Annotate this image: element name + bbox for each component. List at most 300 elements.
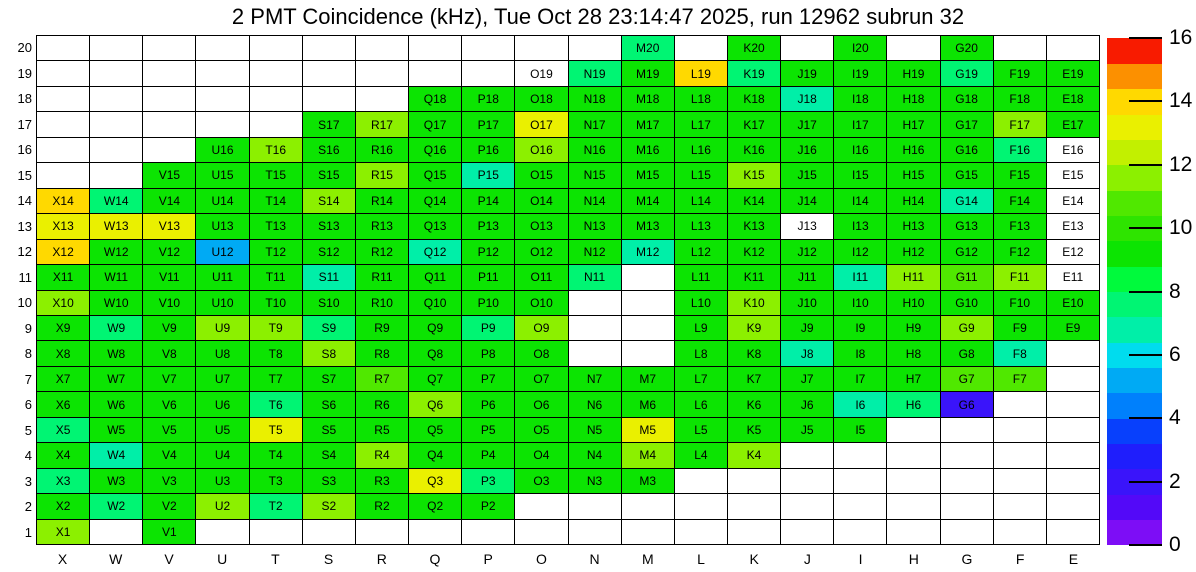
colorbar-band [1107, 393, 1162, 419]
heatmap-cell: E9 [1047, 316, 1099, 340]
heatmap-cell: J14 [781, 189, 833, 213]
heatmap-cell [569, 520, 621, 544]
colorbar-tick [1129, 291, 1162, 293]
heatmap-cell [356, 520, 408, 544]
heatmap-cell: H17 [887, 112, 939, 136]
heatmap-cell [994, 418, 1046, 442]
heatmap-cell [1047, 36, 1099, 60]
heatmap-cell: X7 [37, 367, 89, 391]
x-axis-label: F [1015, 551, 1025, 567]
heatmap-cell: K5 [728, 418, 780, 442]
heatmap-cell: M5 [622, 418, 674, 442]
heatmap-cell: T6 [250, 392, 302, 416]
heatmap-cell [462, 36, 514, 60]
colorbar-tick-label: 4 [1169, 406, 1181, 430]
y-axis-label: 1 [24, 524, 32, 540]
heatmap-cell: P18 [462, 87, 514, 111]
heatmap-cell [90, 163, 142, 187]
heatmap-cell: N6 [569, 392, 621, 416]
heatmap-cell [303, 61, 355, 85]
heatmap-cell: G15 [941, 163, 993, 187]
heatmap-cell: H9 [887, 316, 939, 340]
heatmap-cell [37, 163, 89, 187]
heatmap-cell: E19 [1047, 61, 1099, 85]
heatmap-cell: F10 [994, 291, 1046, 315]
x-axis-label: R [376, 551, 387, 567]
heatmap-cell: S17 [303, 112, 355, 136]
colorbar-tick-label: 0 [1169, 533, 1181, 556]
heatmap-cell: F13 [994, 214, 1046, 238]
heatmap-cell [675, 494, 727, 518]
heatmap-cell: I17 [834, 112, 886, 136]
heatmap-cell: Q18 [409, 87, 461, 111]
heatmap-cell: J19 [781, 61, 833, 85]
heatmap-cell [515, 520, 567, 544]
heatmap-cell [143, 138, 195, 162]
heatmap-cell: N5 [569, 418, 621, 442]
heatmap-cell: F17 [994, 112, 1046, 136]
heatmap-cell: K20 [728, 36, 780, 60]
colorbar-band [1107, 241, 1162, 267]
heatmap-cell: F15 [994, 163, 1046, 187]
heatmap-cell: K9 [728, 316, 780, 340]
heatmap-cell: R5 [356, 418, 408, 442]
heatmap-cell: H11 [887, 265, 939, 289]
heatmap-cell: L15 [675, 163, 727, 187]
heatmap-cell: F7 [994, 367, 1046, 391]
heatmap-cell: P15 [462, 163, 514, 187]
heatmap-cell [781, 443, 833, 467]
heatmap-cell: V4 [143, 443, 195, 467]
heatmap-cell: H18 [887, 87, 939, 111]
colorbar-tick [1129, 544, 1162, 546]
heatmap-cell [887, 418, 939, 442]
heatmap-cell [834, 494, 886, 518]
x-axis-label: E [1068, 551, 1079, 567]
heatmap-cell: O17 [515, 112, 567, 136]
heatmap-cell: J15 [781, 163, 833, 187]
heatmap-cell: O18 [515, 87, 567, 111]
heatmap-cell: G10 [941, 291, 993, 315]
heatmap-cell: L12 [675, 240, 727, 264]
heatmap-cell: W11 [90, 265, 142, 289]
heatmap-cell: P8 [462, 341, 514, 365]
heatmap-cell: G14 [941, 189, 993, 213]
heatmap-cell: G8 [941, 341, 993, 365]
heatmap-cell [462, 520, 514, 544]
heatmap-cell: I12 [834, 240, 886, 264]
heatmap-cell: R15 [356, 163, 408, 187]
heatmap-cell: O19 [515, 61, 567, 85]
heatmap-cell: P16 [462, 138, 514, 162]
heatmap-cell [781, 36, 833, 60]
heatmap-cell: V13 [143, 214, 195, 238]
colorbar-tick [1129, 354, 1162, 356]
heatmap-cell: L9 [675, 316, 727, 340]
heatmap-cell [994, 392, 1046, 416]
heatmap-cell: L18 [675, 87, 727, 111]
heatmap-cell: F19 [994, 61, 1046, 85]
heatmap-cell [941, 418, 993, 442]
heatmap-cell: S11 [303, 265, 355, 289]
heatmap-cell: Q13 [409, 214, 461, 238]
heatmap-cell: M18 [622, 87, 674, 111]
heatmap-cell: S6 [303, 392, 355, 416]
heatmap-cell: F9 [994, 316, 1046, 340]
heatmap-cell [887, 520, 939, 544]
heatmap-cell: U4 [196, 443, 248, 467]
heatmap-cell: I7 [834, 367, 886, 391]
heatmap-cell [781, 520, 833, 544]
heatmap-cell: I11 [834, 265, 886, 289]
colorbar-band [1107, 292, 1162, 318]
y-axis-label: 10 [17, 295, 32, 310]
heatmap-cell: M7 [622, 367, 674, 391]
heatmap-cell [37, 61, 89, 85]
heatmap-cell [569, 316, 621, 340]
heatmap-cell: U7 [196, 367, 248, 391]
heatmap-cell: U12 [196, 240, 248, 264]
heatmap-cell: H12 [887, 240, 939, 264]
heatmap-cell: J12 [781, 240, 833, 264]
heatmap-cell: S2 [303, 494, 355, 518]
heatmap-cell: R16 [356, 138, 408, 162]
plot-title: 2 PMT Coincidence (kHz), Tue Oct 28 23:14:47 2025, run 12962 subrun 32 [231, 4, 965, 29]
heatmap-cell: E14 [1047, 189, 1099, 213]
heatmap-cell: P4 [462, 443, 514, 467]
heatmap-cell [143, 61, 195, 85]
y-axis-label: 13 [17, 218, 32, 234]
heatmap-cell [250, 36, 302, 60]
heatmap-cell: E16 [1047, 138, 1099, 162]
heatmap-cell: U9 [196, 316, 248, 340]
heatmap-cell: O14 [515, 189, 567, 213]
y-axis-label: 9 [24, 320, 32, 336]
colorbar-band [1107, 38, 1162, 64]
heatmap-cell: W12 [90, 240, 142, 264]
x-axis-label: V [164, 551, 174, 567]
heatmap-cell [941, 443, 993, 467]
heatmap-cell: X11 [37, 265, 89, 289]
x-axis-label: N [589, 551, 600, 567]
heatmap-cell [515, 36, 567, 60]
heatmap-cell [887, 443, 939, 467]
heatmap-cell: P13 [462, 214, 514, 238]
heatmap-cell [143, 87, 195, 111]
x-axis-label: J [803, 551, 811, 567]
heatmap-cell [941, 520, 993, 544]
heatmap-cell [90, 61, 142, 85]
heatmap-cell: U10 [196, 291, 248, 315]
heatmap-cell [37, 138, 89, 162]
heatmap-cell: M15 [622, 163, 674, 187]
heatmap-cell: L10 [675, 291, 727, 315]
colorbar-tick-label: 2 [1169, 469, 1181, 493]
heatmap-cell: W6 [90, 392, 142, 416]
heatmap-cell: N4 [569, 443, 621, 467]
heatmap-cell: J17 [781, 112, 833, 136]
heatmap-cell: I13 [834, 214, 886, 238]
x-axis-label: G [961, 551, 973, 567]
heatmap-cell: L19 [675, 61, 727, 85]
heatmap-cell [622, 341, 674, 365]
heatmap-cell: H10 [887, 291, 939, 315]
heatmap-cell: P14 [462, 189, 514, 213]
heatmap-cell: S12 [303, 240, 355, 264]
heatmap-cell: T13 [250, 214, 302, 238]
heatmap-cell [462, 61, 514, 85]
heatmap-cell [622, 316, 674, 340]
colorbar-band [1107, 63, 1162, 89]
heatmap-cell: Q7 [409, 367, 461, 391]
heatmap-cell: H15 [887, 163, 939, 187]
heatmap-cell: Q2 [409, 494, 461, 518]
heatmap-cell: P6 [462, 392, 514, 416]
heatmap-cell: E11 [1047, 265, 1099, 289]
heatmap-cell: S14 [303, 189, 355, 213]
y-axis-label: 8 [24, 346, 32, 361]
heatmap-cell: S8 [303, 341, 355, 365]
heatmap-cell [1047, 367, 1099, 391]
colorbar-band [1107, 139, 1162, 165]
heatmap-cell: Q12 [409, 240, 461, 264]
heatmap-cell: P5 [462, 418, 514, 442]
heatmap-cell [569, 341, 621, 365]
heatmap-cell: N12 [569, 240, 621, 264]
heatmap-cell: O4 [515, 443, 567, 467]
heatmap-cell: U2 [196, 494, 248, 518]
heatmap-cell: X8 [37, 341, 89, 365]
heatmap-cell: V12 [143, 240, 195, 264]
heatmap-cell: S10 [303, 291, 355, 315]
heatmap-cell: K4 [728, 443, 780, 467]
heatmap-cell: I18 [834, 87, 886, 111]
heatmap-cell: T9 [250, 316, 302, 340]
heatmap-cell: P10 [462, 291, 514, 315]
heatmap-cell: T10 [250, 291, 302, 315]
heatmap-cell: L16 [675, 138, 727, 162]
heatmap-cell: G11 [941, 265, 993, 289]
heatmap-cell: M17 [622, 112, 674, 136]
heatmap-cell: P3 [462, 469, 514, 493]
y-axis-label: 15 [17, 167, 32, 183]
heatmap-cell: M13 [622, 214, 674, 238]
heatmap-cell: Q8 [409, 341, 461, 365]
x-axis-label: H [908, 551, 919, 567]
heatmap-cell: T3 [250, 469, 302, 493]
heatmap-cell: G13 [941, 214, 993, 238]
heatmap-cell: S16 [303, 138, 355, 162]
heatmap-cell: F18 [994, 87, 1046, 111]
heatmap-cell: X4 [37, 443, 89, 467]
heatmap-cell: R4 [356, 443, 408, 467]
heatmap-cell: X3 [37, 469, 89, 493]
colorbar-band [1107, 266, 1162, 292]
heatmap-cell: Q5 [409, 418, 461, 442]
plot-frame [36, 35, 1100, 545]
heatmap-cell: I9 [834, 316, 886, 340]
y-axis-label: 5 [24, 422, 32, 438]
heatmap-cell: H8 [887, 341, 939, 365]
heatmap-cell: U13 [196, 214, 248, 238]
heatmap-cell: K7 [728, 367, 780, 391]
heatmap-cell: N13 [569, 214, 621, 238]
heatmap-cell [409, 61, 461, 85]
heatmap-cell: W10 [90, 291, 142, 315]
heatmap-cell: O7 [515, 367, 567, 391]
heatmap-cell: J13 [781, 214, 833, 238]
heatmap-cell: V7 [143, 367, 195, 391]
y-axis-label: 6 [24, 397, 32, 412]
heatmap-cell: E15 [1047, 163, 1099, 187]
heatmap-cell: R10 [356, 291, 408, 315]
heatmap-cell: H14 [887, 189, 939, 213]
heatmap-cell [37, 87, 89, 111]
heatmap-cell [887, 469, 939, 493]
colorbar-band [1107, 190, 1162, 216]
heatmap-cell [834, 443, 886, 467]
heatmap-cell: F14 [994, 189, 1046, 213]
heatmap-cell [250, 112, 302, 136]
heatmap-cell: J9 [781, 316, 833, 340]
heatmap-cell [569, 494, 621, 518]
heatmap-cell: M3 [622, 469, 674, 493]
heatmap-cell: M20 [622, 36, 674, 60]
heatmap-cell: T5 [250, 418, 302, 442]
heatmap-cell: K15 [728, 163, 780, 187]
heatmap-cell [196, 520, 248, 544]
y-axis-label: 16 [17, 142, 32, 157]
x-axis-label: P [483, 551, 493, 567]
heatmap-cell: I8 [834, 341, 886, 365]
heatmap-cell: T2 [250, 494, 302, 518]
colorbar-band [1107, 317, 1162, 343]
heatmap-cell: X10 [37, 291, 89, 315]
heatmap-cell: W14 [90, 189, 142, 213]
heatmap-cell: V2 [143, 494, 195, 518]
heatmap-cell: J11 [781, 265, 833, 289]
heatmap-cell: K12 [728, 240, 780, 264]
heatmap-cell: E17 [1047, 112, 1099, 136]
heatmap-cell: P7 [462, 367, 514, 391]
heatmap-cell: R8 [356, 341, 408, 365]
heatmap-cell: G18 [941, 87, 993, 111]
heatmap-cell: W3 [90, 469, 142, 493]
x-axis-label: K [749, 551, 759, 567]
heatmap-cell [622, 520, 674, 544]
heatmap-cell: R11 [356, 265, 408, 289]
y-axis-label: 20 [17, 40, 32, 55]
heatmap-cell [90, 138, 142, 162]
heatmap-cell: K11 [728, 265, 780, 289]
heatmap-cell [250, 520, 302, 544]
heatmap-cell: N16 [569, 138, 621, 162]
heatmap-cell: H7 [887, 367, 939, 391]
heatmap-cell: P2 [462, 494, 514, 518]
heatmap-cell: Q17 [409, 112, 461, 136]
heatmap-cell: L14 [675, 189, 727, 213]
heatmap-cell: R3 [356, 469, 408, 493]
heatmap-cell: M4 [622, 443, 674, 467]
heatmap-cell: E12 [1047, 240, 1099, 264]
heatmap-cell [675, 469, 727, 493]
heatmap-cell: J5 [781, 418, 833, 442]
heatmap-cell: R17 [356, 112, 408, 136]
heatmap-cell: M6 [622, 392, 674, 416]
heatmap-cell: O5 [515, 418, 567, 442]
heatmap-cell: W7 [90, 367, 142, 391]
heatmap-cell: X14 [37, 189, 89, 213]
heatmap-cell: G16 [941, 138, 993, 162]
heatmap-cell: O3 [515, 469, 567, 493]
heatmap-cell: L6 [675, 392, 727, 416]
heatmap-cell: V11 [143, 265, 195, 289]
heatmap-cell: R2 [356, 494, 408, 518]
heatmap-cell: T11 [250, 265, 302, 289]
heatmap-cell: M19 [622, 61, 674, 85]
heatmap-cell: W9 [90, 316, 142, 340]
heatmap-cell: N7 [569, 367, 621, 391]
heatmap-cell: T12 [250, 240, 302, 264]
heatmap-cell: J18 [781, 87, 833, 111]
heatmap-cell [994, 494, 1046, 518]
heatmap-cell [90, 112, 142, 136]
y-axis-label: 19 [17, 65, 32, 81]
heatmap-cell: N17 [569, 112, 621, 136]
heatmap-cell: J16 [781, 138, 833, 162]
heatmap-cell: O12 [515, 240, 567, 264]
heatmap-cell: U14 [196, 189, 248, 213]
heatmap-cell [728, 494, 780, 518]
heatmap-cell: V3 [143, 469, 195, 493]
heatmap-cell: O11 [515, 265, 567, 289]
heatmap-cell: S15 [303, 163, 355, 187]
heatmap-cell: E10 [1047, 291, 1099, 315]
heatmap-cell: H13 [887, 214, 939, 238]
colorbar-tick-label: 10 [1169, 216, 1193, 240]
heatmap-cell [1047, 392, 1099, 416]
heatmap-cell: T16 [250, 138, 302, 162]
heatmap-cell: U15 [196, 163, 248, 187]
colorbar-band [1107, 114, 1162, 140]
heatmap-cell [90, 36, 142, 60]
heatmap-cell: O6 [515, 392, 567, 416]
heatmap-cell: R13 [356, 214, 408, 238]
heatmap-cell: V1 [143, 520, 195, 544]
heatmap-cell: R9 [356, 316, 408, 340]
heatmap-cell [515, 494, 567, 518]
heatmap-cell: V6 [143, 392, 195, 416]
heatmap-cell [196, 112, 248, 136]
heatmap-cell: J7 [781, 367, 833, 391]
colorbar-band [1107, 444, 1162, 470]
heatmap-cell [143, 36, 195, 60]
heatmap-cell: R6 [356, 392, 408, 416]
heatmap-cell: L7 [675, 367, 727, 391]
heatmap-cell: Q4 [409, 443, 461, 467]
heatmap-cell [781, 469, 833, 493]
heatmap-cell [37, 112, 89, 136]
heatmap-cell: O10 [515, 291, 567, 315]
heatmap-cell [196, 87, 248, 111]
heatmap-cell: S3 [303, 469, 355, 493]
heatmap-cell: O15 [515, 163, 567, 187]
heatmap-cell: I10 [834, 291, 886, 315]
heatmap-cell: F8 [994, 341, 1046, 365]
heatmap-cell [37, 36, 89, 60]
heatmap-cell: T4 [250, 443, 302, 467]
heatmap-cell: W2 [90, 494, 142, 518]
